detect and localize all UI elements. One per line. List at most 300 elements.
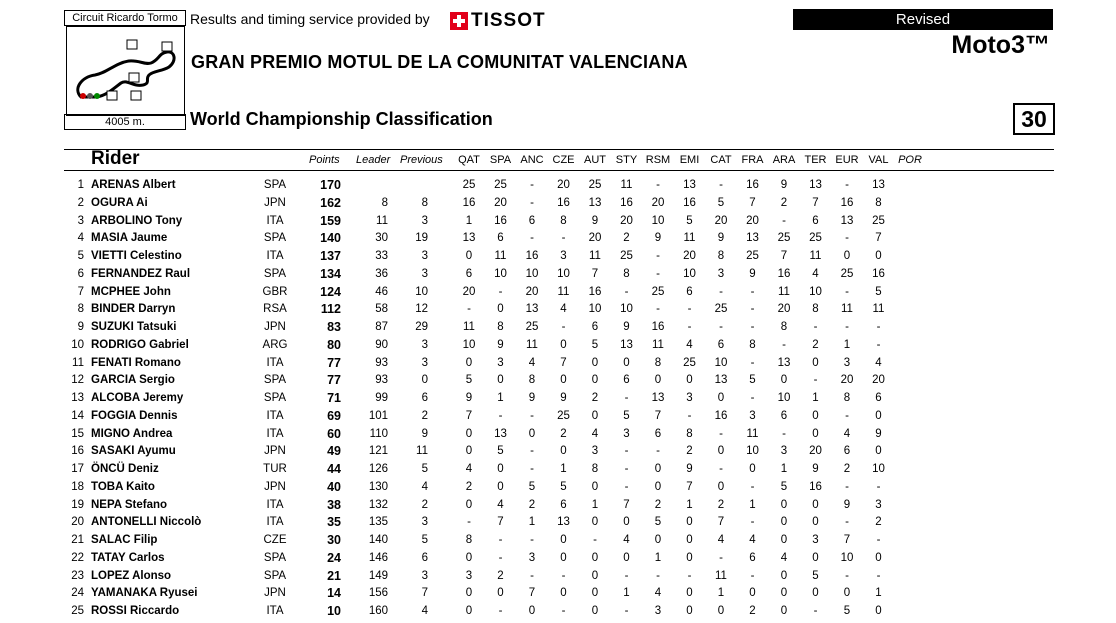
race-result-cell: 20 [746,214,759,227]
race-result-cell: 5 [843,605,851,617]
race-result-cell: 16 [777,267,791,280]
race-result-cell: - [624,285,629,298]
rider-gap-leader: 33 [375,250,388,262]
race-result-cell: - [813,321,818,333]
race-result-cell: 11 [557,285,570,298]
race-result-cell: - [719,321,723,333]
race-result-cell: 0 [560,374,567,387]
rider-points: 170 [320,178,341,192]
race-result-cell: - [845,409,849,422]
race-result-cell: 9 [686,463,693,475]
race-result-cell: - [593,534,597,546]
rider-points: 124 [320,284,341,299]
rider-name: LOPEZ Alonso [91,569,172,582]
race-result-cell: 13 [714,374,728,387]
rider-name: ANTONELLI Niccolò [91,516,202,529]
race-result-cell: 0 [812,356,819,369]
table-row [0,567,1116,585]
table-row [0,194,1116,212]
table-row [0,496,1116,514]
race-result-cell: 6 [560,498,567,511]
race-result-cell: 5 [812,569,819,582]
table-row [0,283,1116,301]
rider-name: FOGGIA Dennis [91,409,178,422]
race-result-cell: - [782,214,786,227]
rider-points: 112 [320,302,341,317]
race-result-cell: - [530,179,534,191]
circuit-name: Circuit Ricardo Tormo [64,10,186,26]
race-result-cell: 4 [812,267,819,280]
rider-gap-leader: 135 [368,516,388,529]
race-result-cell: - [467,516,471,529]
rider-name: FERNANDEZ Raul [91,267,191,280]
rider-nation: ITA [266,498,284,511]
race-result-cell: 0 [497,303,504,316]
race-result-cell: 6 [749,551,756,564]
rider-nation: SPA [263,374,287,387]
table-row [0,265,1116,283]
race-result-cell: 20 [620,214,633,227]
race-result-cell: 16 [588,285,602,298]
race-result-cell: 0 [812,516,819,529]
race-result-cell: 0 [812,409,819,422]
rider-name: ÖNCÜ Deniz [91,463,159,475]
col-header-race: ANC [520,154,544,166]
race-result-cell: 2 [591,392,599,404]
col-header-previous: Previous [400,154,443,166]
race-result-cell: 7 [528,587,536,600]
race-result-cell: 0 [591,480,599,493]
race-result-cell: 10 [651,214,665,227]
race-result-cell: 0 [528,427,536,440]
race-result-cell: 0 [560,445,567,458]
race-result-cell: 0 [560,338,567,351]
race-result-cell: 11 [463,321,475,333]
rider-nation: JPN [264,480,286,493]
col-header-race: SPA [489,154,512,166]
race-result-cell: - [687,303,692,316]
race-result-cell: 13 [494,427,507,440]
race-result-cell: 2 [875,516,882,529]
table-row [0,513,1116,531]
race-result-cell: 11 [809,250,822,262]
race-result-cell: 8 [717,250,725,262]
col-header-rider: Rider [91,148,140,169]
rider-points: 14 [327,586,341,601]
race-result-cell: - [719,179,723,191]
race-result-cell: - [498,409,503,422]
race-result-cell: 10 [557,267,570,280]
race-result-cell: 0 [875,551,882,564]
race-result-cell: - [750,480,755,493]
rider-nation: GBR [262,285,288,298]
race-result-cell: 13 [651,392,665,404]
rider-points: 140 [320,231,341,246]
circuit-map [66,26,185,116]
race-result-cell: - [656,267,660,280]
rider-position: 1 [77,179,84,191]
rider-gap-leader: 87 [375,321,388,333]
rider-gap-leader: 58 [375,303,388,316]
race-result-cell: 1 [497,392,504,404]
race-result-cell: 0 [812,587,819,600]
rider-gap-previous: 3 [421,214,428,227]
race-result-cell: 6 [497,232,504,245]
race-result-cell: - [467,303,471,316]
race-result-cell: 6 [875,392,882,404]
race-result-cell: 9 [749,267,756,280]
race-result-cell: - [845,285,849,298]
race-result-cell: 4 [623,534,630,546]
race-result-cell: 9 [780,179,788,191]
race-result-cell: 0 [591,551,599,564]
rider-position: 25 [71,605,84,617]
race-result-cell: 10 [872,463,885,475]
race-result-cell: - [656,569,660,582]
race-result-cell: 0 [465,498,473,511]
class-name: Moto3™ [951,31,1050,59]
race-result-cell: 8 [812,303,819,316]
rider-gap-previous: 6 [421,392,428,404]
race-result-cell: 10 [525,267,539,280]
race-result-cell: 7 [686,480,693,493]
rider-position: 15 [71,427,84,440]
race-result-cell: 1 [749,498,756,511]
race-result-cell: 11 [620,179,633,191]
race-result-cell: 2 [465,480,473,493]
race-result-cell: 2 [717,498,725,511]
race-result-cell: 6 [780,409,788,422]
rider-position: 7 [77,285,84,298]
rider-gap-leader: 156 [368,587,388,600]
race-result-cell: 3 [780,445,788,458]
race-result-cell: 5 [591,338,599,351]
race-result-cell: 0 [497,374,504,387]
race-result-cell: 13 [620,338,633,351]
rider-name: RODRIGO Gabriel [91,338,189,351]
race-result-cell: 3 [686,392,693,404]
race-result-cell: 7 [497,516,504,529]
race-result-cell: - [687,569,692,582]
race-result-cell: 11 [494,250,507,262]
race-result-cell: - [656,250,660,262]
race-result-cell: 0 [560,534,567,546]
rider-points: 162 [320,195,341,210]
race-result-cell: 3 [717,267,725,280]
rider-position: 6 [77,267,84,280]
race-result-cell: 20 [872,374,885,387]
race-result-cell: 0 [780,516,788,529]
race-result-cell: 13 [840,214,854,227]
rider-gap-leader: 99 [375,392,388,404]
race-result-cell: 8 [623,267,630,280]
rider-name: ARBOLINO Tony [91,214,183,227]
race-result-cell: 0 [780,587,788,600]
page-subtitle: World Championship Classification [190,109,493,129]
race-result-cell: 6 [843,445,851,458]
race-result-cell: 3 [528,551,536,564]
sponsor-logo [450,10,546,32]
race-result-cell: - [530,445,534,458]
race-result-cell: - [813,374,818,387]
race-result-cell: 20 [809,445,822,458]
rider-name: ARENAS Albert [91,179,176,191]
race-result-cell: 16 [651,321,665,333]
race-result-cell: - [624,463,629,475]
race-result-cell: 11 [715,569,727,582]
rider-points: 38 [327,497,341,512]
col-header-race: POR [898,154,922,166]
race-result-cell: 0 [780,374,788,387]
race-result-cell: 0 [875,409,882,422]
race-result-cell: 13 [746,232,759,245]
race-result-cell: - [561,232,566,245]
race-result-cell: 5 [875,285,882,298]
race-result-cell: 0 [465,587,473,600]
page-number: 30 [1013,103,1055,135]
race-result-cell: 8 [528,374,536,387]
race-result-cell: 25 [683,356,696,369]
race-result-cell: 8 [749,338,756,351]
race-result-cell: 9 [591,214,599,227]
race-result-cell: 7 [812,196,819,209]
rider-points: 69 [327,408,341,423]
race-result-cell: 0 [843,587,851,600]
race-result-cell: 0 [780,569,788,582]
race-result-cell: 13 [809,179,822,191]
race-result-cell: 8 [686,427,693,440]
race-result-cell: 0 [717,392,725,404]
race-result-cell: - [876,534,881,546]
race-result-cell: - [624,480,629,493]
race-result-cell: - [750,569,755,582]
race-result-cell: 5 [780,480,788,493]
rider-name: OGURA Ai [91,196,148,209]
race-result-cell: 25 [588,179,602,191]
race-result-cell: 6 [717,338,725,351]
race-result-cell: 6 [654,427,662,440]
rider-points: 137 [320,249,341,263]
rider-gap-previous: 5 [421,534,428,546]
race-result-cell: 1 [528,516,536,529]
race-result-cell: 20 [588,232,602,245]
race-result-cell: 0 [686,516,693,529]
rider-name: SALAC Filip [91,534,158,546]
race-result-cell: 1 [623,587,630,600]
rider-name: SUZUKI Tatsuki [91,321,177,333]
race-result-cell: 20 [777,303,791,316]
rider-points: 60 [327,426,341,441]
race-result-cell: - [530,232,534,245]
table-row [0,336,1116,354]
rider-position: 18 [71,480,84,493]
race-result-cell: - [498,285,503,298]
race-result-cell: 1 [875,587,882,600]
race-result-cell: 3 [875,498,882,511]
rider-points: 21 [327,568,341,583]
race-result-cell: - [624,569,629,582]
race-result-cell: 3 [843,356,851,369]
col-header-race: EUR [835,154,859,166]
rider-points: 24 [327,550,341,565]
rider-points: 10 [327,604,341,618]
col-header-race: STY [615,154,638,166]
rider-position: 8 [77,303,84,316]
race-result-cell: 0 [717,480,725,493]
rider-gap-previous: 2 [421,498,428,511]
race-result-cell: - [687,321,692,333]
race-result-cell: 0 [465,356,473,369]
race-result-cell: 25 [651,285,665,298]
race-result-cell: 0 [591,587,599,600]
rider-nation: ITA [266,516,284,529]
race-result-cell: - [876,338,881,351]
rider-gap-previous: 3 [421,356,428,369]
race-result-cell: 0 [812,498,819,511]
race-result-cell: - [530,569,534,582]
rider-gap-previous: 5 [421,463,428,475]
race-result-cell: 0 [875,445,882,458]
race-result-cell: - [750,356,755,369]
race-result-cell: 0 [465,250,473,262]
race-result-cell: 0 [497,587,504,600]
rider-nation: JPN [264,587,286,600]
race-result-cell: 9 [654,232,662,245]
race-result-cell: 0 [623,516,630,529]
race-result-cell: 0 [686,534,693,546]
rider-points: 77 [327,373,341,388]
race-result-cell: 3 [465,569,473,582]
race-result-cell: 6 [623,374,630,387]
race-result-cell: 3 [749,409,756,422]
race-result-cell: - [498,551,503,564]
race-result-cell: 16 [683,196,696,209]
race-result-cell: 13 [462,232,476,245]
race-result-cell: 5 [686,214,693,227]
rider-position: 4 [77,232,84,245]
race-result-cell: - [845,569,849,582]
race-result-cell: 4 [717,534,725,546]
race-result-cell: 6 [686,285,693,298]
race-result-cell: 10 [462,338,476,351]
race-result-cell: 4 [875,356,882,369]
rider-gap-previous: 3 [421,250,428,262]
race-result-cell: 2 [623,232,630,245]
rider-gap-leader: 8 [381,196,388,209]
rider-name: ROSSI Riccardo [91,605,180,617]
rider-nation: RSA [263,303,287,316]
rider-nation: SPA [263,392,287,404]
race-result-cell: 16 [620,196,633,209]
rider-gap-previous: 10 [415,285,428,298]
race-result-cell: 0 [465,605,473,617]
rider-points: 49 [327,444,341,459]
race-result-cell: 0 [654,374,662,387]
race-result-cell: 25 [777,232,791,245]
rider-gap-previous: 3 [421,569,428,582]
race-result-cell: - [876,480,881,493]
race-result-cell: 6 [528,214,536,227]
race-result-cell: - [530,196,534,209]
rider-gap-previous: 6 [421,551,428,564]
race-result-cell: 8 [654,356,662,369]
race-result-cell: 11 [746,427,759,440]
race-result-cell: 8 [843,392,851,404]
race-result-cell: 25 [840,267,854,280]
race-result-cell: 5 [623,409,630,422]
race-result-cell: 8 [875,196,882,209]
race-result-cell: 7 [875,232,882,245]
race-result-cell: 9 [875,427,882,440]
rider-points: 71 [327,391,341,405]
rider-gap-previous: 7 [421,587,428,600]
race-result-cell: 16 [746,179,759,191]
rider-gap-leader: 126 [368,463,388,475]
table-row [0,460,1116,478]
race-result-cell: 7 [623,498,630,511]
race-result-cell: 20 [525,285,539,298]
race-result-cell: 11 [841,303,853,316]
table-row [0,212,1116,230]
race-result-cell: 0 [717,605,725,617]
race-result-cell: 25 [714,303,728,316]
race-result-cell: 7 [843,534,851,546]
rider-gap-leader: 90 [375,338,388,351]
race-result-cell: 0 [654,534,662,546]
race-result-cell: 4 [497,498,504,511]
race-result-cell: 0 [465,445,473,458]
race-result-cell: - [876,569,881,582]
rider-nation: SPA [263,551,287,564]
rider-nation: JPN [264,196,286,209]
rider-nation: CZE [263,534,287,546]
rider-name: ALCOBA Jeremy [91,392,184,404]
race-result-cell: 16 [714,409,728,422]
table-row [0,531,1116,549]
race-result-cell: - [845,179,849,191]
race-result-cell: 11 [683,232,696,245]
rider-position: 13 [71,392,84,404]
table-row [0,584,1116,602]
race-result-cell: - [719,551,723,564]
rider-name: TOBA Kaito [91,480,155,493]
race-result-cell: - [750,392,755,404]
race-result-cell: 5 [717,196,725,209]
race-result-cell: 1 [560,463,567,475]
race-result-cell: 0 [497,480,504,493]
race-result-cell: 6 [812,214,819,227]
rider-points: 134 [320,266,341,281]
rider-gap-previous: 4 [421,480,428,493]
race-result-cell: 0 [591,569,599,582]
race-result-cell: 5 [560,480,567,493]
race-result-cell: 0 [749,463,756,475]
col-header-race: VAL [868,154,889,166]
col-header-race: CAT [710,154,732,166]
rider-name: YAMANAKA Ryusei [91,587,198,600]
rider-gap-leader: 160 [368,605,388,617]
table-row [0,300,1116,318]
rider-gap-leader: 146 [368,551,388,564]
race-result-cell: 9 [812,463,819,475]
rider-position: 14 [71,409,84,422]
race-result-cell: 10 [777,392,791,404]
rider-gap-leader: 132 [368,498,388,511]
rider-points: 30 [327,533,341,547]
race-result-cell: 4 [780,551,788,564]
rider-gap-leader: 130 [368,480,388,493]
race-result-cell: 7 [654,409,662,422]
